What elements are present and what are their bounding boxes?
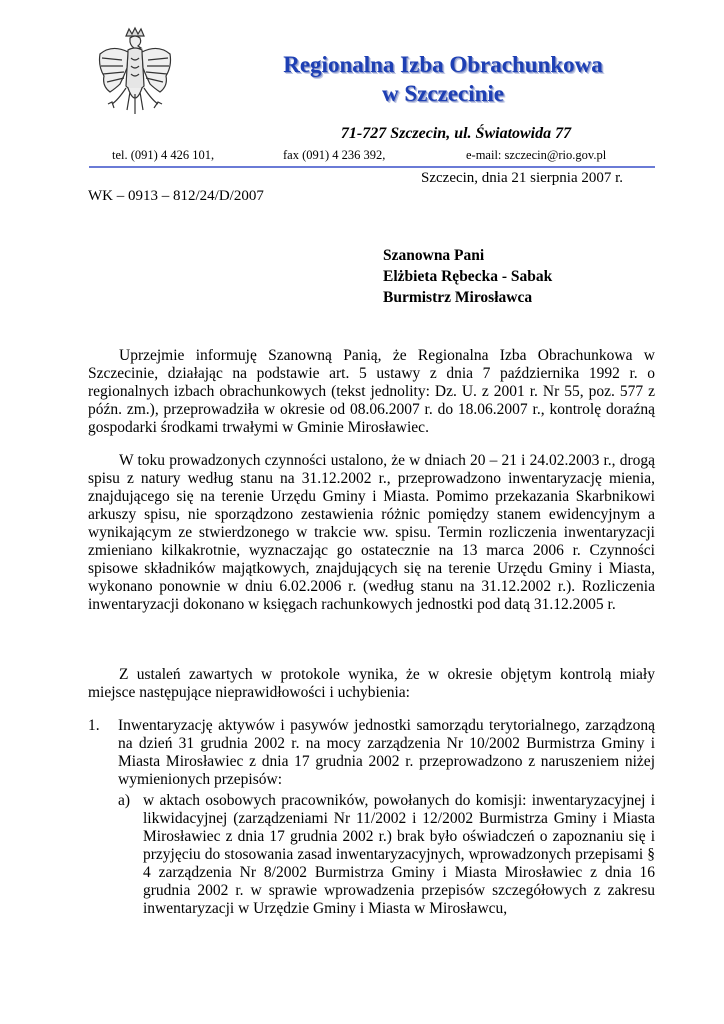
contact-phone: tel. (091) 4 426 101, [112,148,215,162]
contact-fax: fax (091) 4 236 392, [283,148,386,162]
sub-item-label: a) [118,792,131,809]
contact-email: e-mail: szczecin@rio.gov.pl [466,148,607,162]
letter-reference-number: WK – 0913 – 812/24/D/2007 [88,188,264,204]
body-paragraph: Uprzejmie informuję Szanowną Panią, że Regionalna Izba Obrachunkowa w Szczecinie, działając na podstawie art. 5 ustawy z dnia 7 października 1992 r. o regionalnych izbach obrachunkowych (tekst jednolity: Dz. U. z 2001 r. Nr 55, poz. 577 z późn. zm.), przeprowadziła w okresie od 08.06.2007 r. do 18.06.2007 r., kontrolę doraźną gospodarki środkami trwałymi w Gminie Mirosławiec. [88,347,655,436]
organization-name-line2: w Szczecinie [382,81,504,106]
eagle-emblem-icon [94,26,176,134]
header-divider [89,166,655,168]
letter-date: Szczecin, dnia 21 sierpnia 2007 r. [421,170,624,186]
sub-item-text: w aktach osobowych pracowników, powołanych do komisji: inwentaryzacyjnej i likwidacyjnej (zarządzeniami Nr 11/2002 i 12/2002 Burmistrza Gminy i Miasta Mirosławiec z dnia 17 grudnia 2002 r.) brak było oświadczeń o zapoznaniu się i przyjęciu do stosowania zasad inwentaryzacyjnych, wprowadzonych przepisami § 4 zarządzenia Nr 8/2002 Burmistrza Gminy i Miasta Mirosławiec z dnia 16 grudnia 2002 r. w sprawie wprowadzenia przepisów szczegółowych z zakresu inwentaryzacji w Urzędzie Gminy i Miasta w Mirosławcu, [143,792,655,917]
addressee-salutation: Szanowna Pani [383,247,485,264]
body-paragraph: Z ustaleń zawartych w protokole wynika, że w okresie objętym kontrolą miały miejsce następujące nieprawidłowości i uchybienia: [88,666,655,701]
addressee-block [383,245,552,308]
organization-name-line1: Regionalna Izba Obrachunkowa [283,52,603,77]
addressee-position: Burmistrz Mirosławca [383,289,533,306]
body-paragraph: W toku prowadzonych czynności ustalono, że w dniach 20 – 21 i 24.02.2003 r., drogą spisu z natury według stanu na 31.12.2002 r., przeprowadzono inwentaryzację mienia, znajdującego się na terenie Urzędu Gminy i Miasta. Pomimo przekazania Skarbnikowi arkuszy spisu, nie sporządzono zestawienia różnic pomiędzy stanem ewidencyjnym a wynikającym ze stwierdzonego w trakcie ww. spisu. Termin rozliczenia inwentaryzacji zmieniano kilkakrotnie, wyznaczając go ostatecznie na 13 marca 2006 r. Czynności spisowe składników majątkowych, znajdujących się na terenie Urzędu Gminy i Miasta, wykonano ponownie w dniu 6.02.2006 r. (według stanu na 31.12.2002 r.). Rozliczenia inwentaryzacji dokonano w księgach rachunkowych jednostki pod datą 31.12.2005 r. [88,452,655,613]
addressee-name: Elżbieta Rębecka - Sabak [383,268,553,285]
organization-name [236,50,650,108]
list-item-number: 1. [88,717,100,734]
list-item-text: Inwentaryzację aktywów i pasywów jednostki samorządu terytorialnego, zarządzoną na dzień 31 grudnia 2002 r. na mocy zarządzenia Nr 10/2002 Burmistrza Gminy i Miasta Mirosławiec z dnia 17 grudnia 2002 r. przeprowadzono z naruszeniem niżej wymienionych przepisów: [118,717,655,788]
organization-address: 71-727 Szczecin, ul. Światowida 77 [340,125,572,142]
